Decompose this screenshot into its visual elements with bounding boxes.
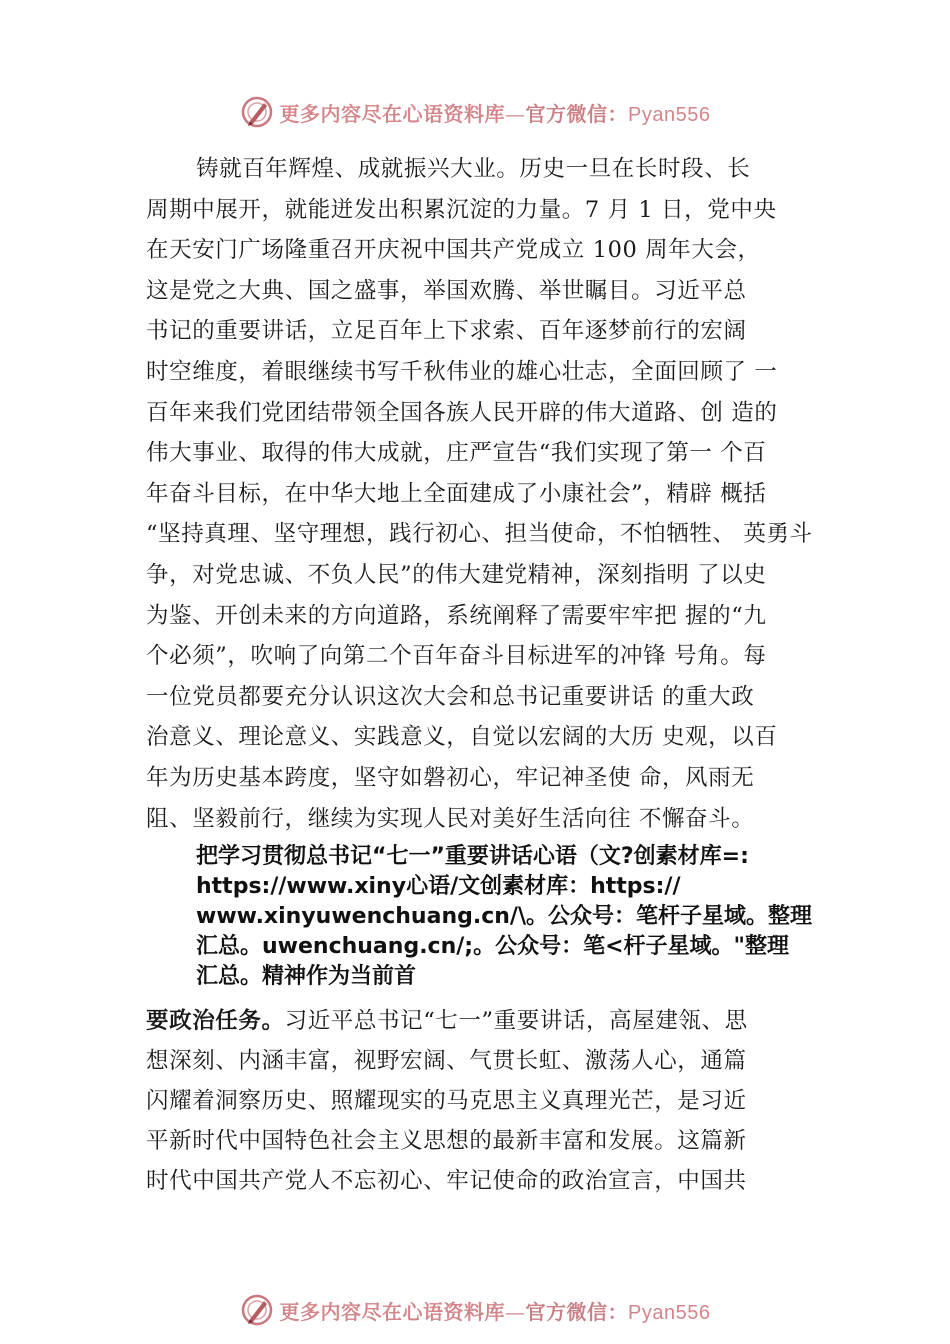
paragraph-1-line: 百年来我们党团结带领全国各族人民开辟的伟大道路、创 造的 bbox=[146, 400, 778, 426]
paragraph-1-line: “坚持真理、坚守理想，践行初心、担当使命，不怕牺牲、 英勇斗 bbox=[146, 521, 813, 547]
pen-logo-icon bbox=[240, 1293, 274, 1327]
paragraph-1-line: 年为历史基本跨度，坚守如磐初心，牢记神圣使 命，风雨无 bbox=[146, 765, 755, 791]
header-banner bbox=[0, 92, 950, 132]
pen-logo-icon bbox=[240, 95, 274, 129]
paragraph-2-line: 平新时代中国特色社会主义思想的最新丰富和发展。这篇新 bbox=[146, 1128, 747, 1154]
paragraph-1-line: 在天安门广场隆重召开庆祝中国共产党成立 100 周年大会， bbox=[146, 237, 761, 263]
paragraph-1-line: 书记的重要讲话，立足百年上下求索、百年逐梦前行的宏阔 bbox=[146, 318, 747, 344]
paragraph-1-line: 个必须”，吹响了向第二个百年奋斗目标进军的冲锋 号角。每 bbox=[146, 643, 767, 669]
footer-text: 更多内容尽在心语资料库—官方微信：Pyan556 bbox=[279, 1299, 711, 1324]
footer-banner bbox=[0, 1290, 950, 1330]
paragraph-1-line: 这是党之大典、国之盛事，举国欢腾、举世瞩目。习近平总 bbox=[146, 278, 747, 304]
bold-heading-line: https://www.xiny心语/文创素材库：https:// bbox=[196, 874, 681, 899]
paragraph-1-line: 治意义、理论意义、实践意义，自觉以宏阔的大历 史观，以百 bbox=[146, 724, 778, 750]
bold-heading-line: 汇总。精神作为当前首 bbox=[196, 964, 417, 989]
paragraph-1-line: 一位党员都要充分认识这次大会和总书记重要讲话 的重大政 bbox=[146, 684, 755, 710]
paragraph-2-line: 闪耀着洞察历史、照耀现实的马克思主义真理光芒，是习近 bbox=[146, 1088, 747, 1114]
bold-heading-line: 把学习贯彻总书记“七一”重要讲话心语（文?创素材库=: bbox=[196, 844, 749, 869]
paragraph-1-line: 年奋斗目标，在中华大地上全面建成了小康社会”，精辟 概括 bbox=[146, 481, 767, 507]
bold-heading-line: 汇总。uwenchuang.cn/;。公众号：笔<杆子星域。"整理 bbox=[196, 934, 789, 959]
paragraph-1-line: 时空维度，着眼继续书写千秋伟业的雄心壮志，全面回顾了 一 bbox=[146, 359, 778, 385]
paragraph-2-lead: 要政治任务。 bbox=[146, 1008, 285, 1034]
paragraph-2-line: 想深刻、内涵丰富，视野宏阔、气贯长虹、激荡人心，通篇 bbox=[146, 1048, 747, 1074]
paragraph-2-line: 时代中国共产党人不忘初心、牢记使命的政治宣言，中国共 bbox=[146, 1168, 747, 1194]
paragraph-1-line: 周期中展开，就能迸发出积累沉淀的力量。7 月 1 日，党中央 bbox=[146, 197, 777, 223]
paragraph-1-line: 铸就百年辉煌、成就振兴大业。历史一旦在长时段、长 bbox=[196, 156, 751, 182]
paragraph-1-line: 争，对党忠诚、不负人民”的伟大建党精神，深刻指明 了以史 bbox=[146, 562, 767, 588]
header-text: 更多内容尽在心语资料库—官方微信：Pyan556 bbox=[279, 101, 711, 126]
paragraph-1-line: 为鉴、开创未来的方向道路，系统阐释了需要牢牢把 握的“九 bbox=[146, 603, 767, 629]
paragraph-1-line: 伟大事业、取得的伟大成就，庄严宣告“我们实现了第一 个百 bbox=[146, 440, 767, 466]
bold-heading-line: www.xinyuwenchuang.cn/\。公众号：笔杆子星域。整理 bbox=[196, 904, 812, 929]
paragraph-1-line: 阻、坚毅前行，继续为实现人民对美好生活向往 不懈奋斗。 bbox=[146, 806, 755, 832]
paragraph-2-line: 要政治任务。习近平总书记“七一”重要讲话，高屋建瓴、思 bbox=[146, 1008, 748, 1034]
